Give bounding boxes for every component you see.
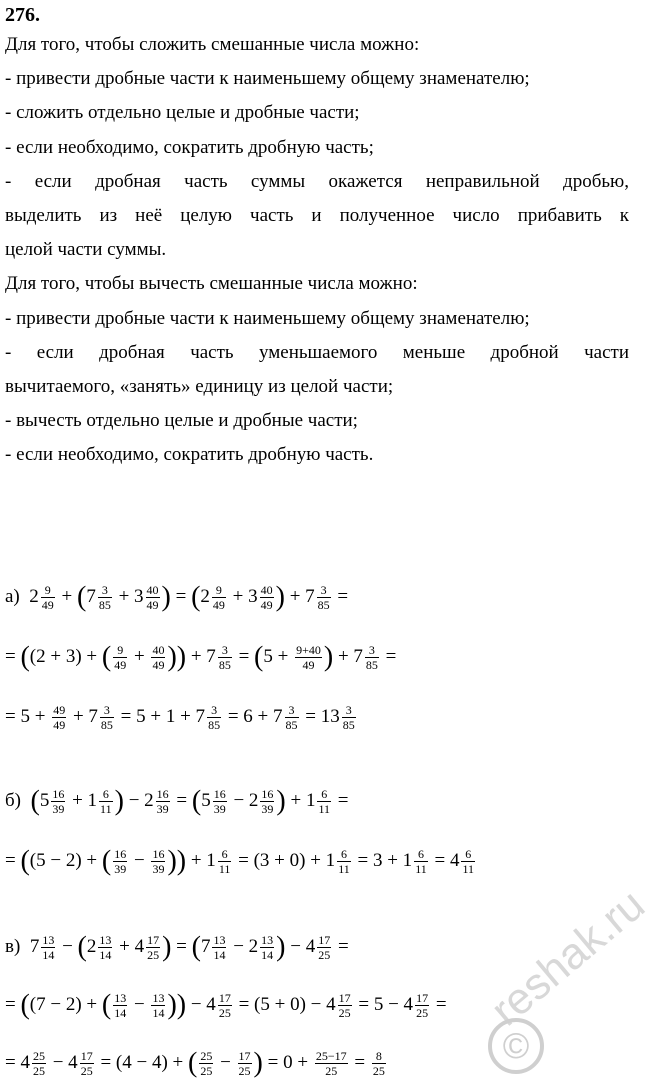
watermark-text: reshak.ru [481,880,654,1036]
copyright-icon: © [488,1018,544,1074]
solution-a-line-1: а) 2 $\frac{9}{49}$ + (7 $\frac{3}{85}$ + 3 $\frac{40}{49}$ ) = (2 $\frac{9}{49}$ + 3 $\frac{40}{49}$ ) + 7 $\frac{3}{85}$ = [5,581,349,613]
text-line: - если необходимо, сократить дробную часть. [5,444,374,466]
text-line: - вычесть отдельно целые и дробные части; [5,410,358,432]
text-line: - если необходимо, сократить дробную часть; [5,136,374,158]
text-line: Для того, чтобы сложить смешанные числа можно: [5,34,420,55]
text-line: выделить из неё целую часть и полученное число прибавить к [5,205,629,227]
exercise-number: 276. [5,4,40,26]
solution-a-line-3: = 5 + $\frac{49}{49}$ + 7 $\frac{3}{85}$ = 5 + 1 + 7 $\frac{3}{85}$ = 6 + 7 $\frac{3}{85}$ = 13 $\frac{3}{85}$ [5,703,355,732]
page [5,0,629,473]
text-line: целой части суммы. [5,239,167,261]
solution-label-b: б) [5,789,21,811]
solution-a-line-2: = ((2 + 3) + ( $\frac{9}{49}$ + $\frac{40}{49}$ )) + 7 $\frac{3}{85}$ = (5 + $\frac{9+40}{49}$ ) + 7 $\frac{3}{85}$ = [5,641,397,673]
solution-b-line-1: б) (5 $\frac{16}{39}$ + 1 $\frac{6}{11}$ ) − 2 $\frac{16}{39}$ = (5 $\frac{16}{39}$ − 2 $\frac{16}{39}$ ) + 1 $\frac{6}{11}$ = [5,785,349,817]
solution-v-line-1: в) 7 $\frac{13}{14}$ − (2 $\frac{13}{14}$ + 4 $\frac{17}{25}$ ) = (7 $\frac{13}{14}$ − 2 $\frac{13}{14}$ ) − 4 $\frac{17}{25}$ = [5,931,349,963]
text-line: - если дробная часть суммы окажется неправильной дробью, [5,170,629,192]
text-line: вычитаемого, «занять» единицу из целой части; [5,376,394,398]
solution-v-line-2: = ((7 − 2) + ( $\frac{13}{14}$ − $\frac{13}{14}$ )) − 4 $\frac{17}{25}$ = (5 + 0) − 4 $\frac{17}{25}$ = 5 − 4 $\frac{17}{25}$ = [5,989,447,1021]
text-line: - привести дробные части к наименьшему общему знаменателю; [5,307,530,329]
text-line: - привести дробные части к наименьшему общему знаменателю; [5,68,530,90]
text-line: Для того, чтобы вычесть смешанные числа можно: [5,273,418,295]
solution-label-v: в) [5,935,21,957]
solution-v-line-3: = 4 $\frac{25}{25}$ − 4 $\frac{17}{25}$ = (4 − 4) + ( $\frac{25}{25}$ − $\frac{17}{25}$ ) = 0 + $\frac{25-17}{25}$ = $\frac{8}{25}$ [5,1047,385,1079]
text-line: - если дробная часть уменьшаемого меньше дробной части [5,341,629,363]
text-line: - сложить отдельно целые и дробные части; [5,102,360,124]
solution-b-line-2: = ((5 − 2) + ( $\frac{16}{39}$ − $\frac{16}{39}$ )) + 1 $\frac{6}{11}$ = (3 + 0) + 1 $\frac{6}{11}$ = 3 + 1 $\frac{6}{11}$ = 4 $\frac{6}{11}$ [5,845,475,877]
solution-label-a: а) [5,585,20,607]
